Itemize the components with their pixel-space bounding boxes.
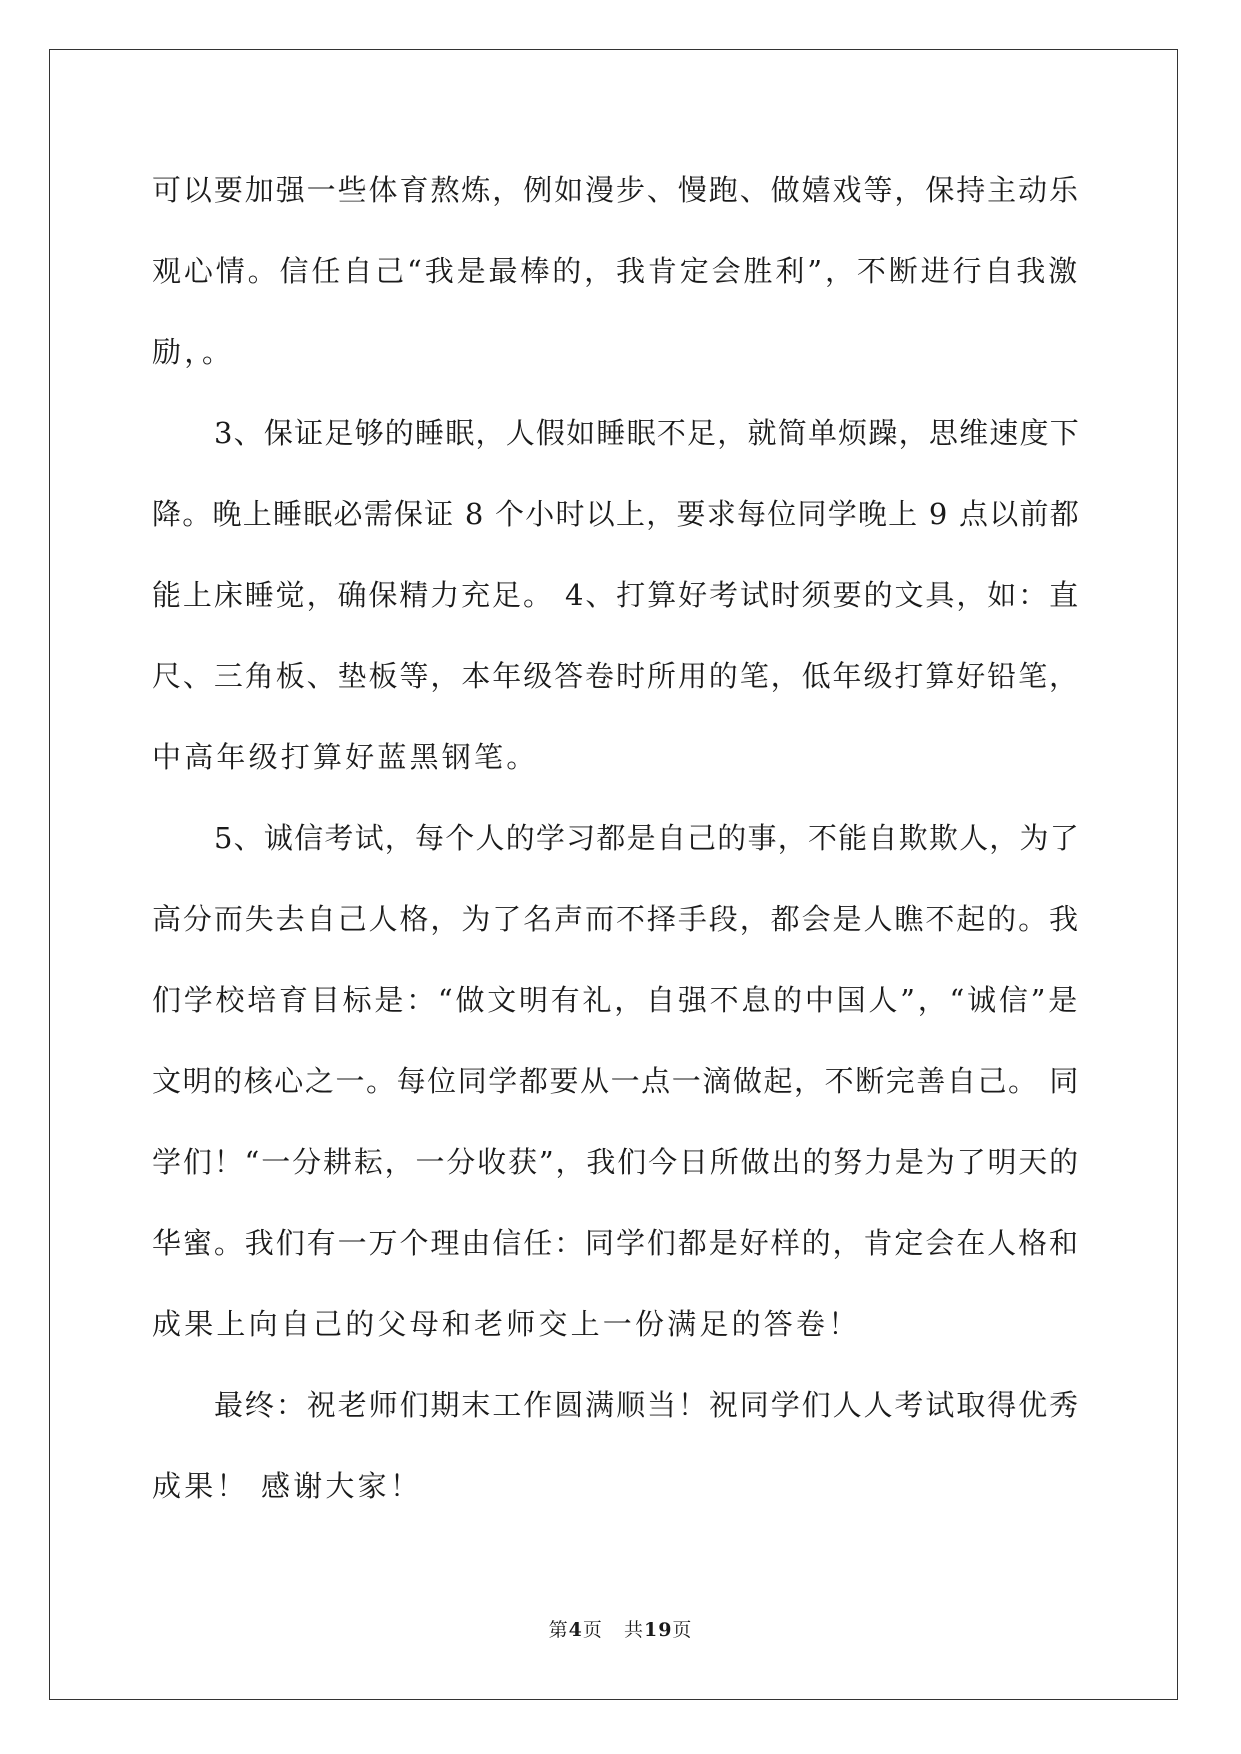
footer-page-number: 4 [568, 1619, 583, 1641]
footer-prefix: 第 [548, 1619, 569, 1641]
text-line: 3、保证足够的睡眠，人假如睡眠不足，就简单烦躁，思维速度下 [214, 416, 1080, 450]
document-body [152, 150, 1080, 1527]
page-footer [0, 1618, 1241, 1642]
text-line: 尺、三角板、垫板等，本年级答卷时所用的笔，低年级打算好铅笔， [152, 659, 1080, 693]
text-line: 成果！ 感谢大家！ [152, 1469, 423, 1503]
text-line: 能上床睡觉，确保精力充足。 4、打算好考试时须要的文具，如：直 [152, 578, 1080, 612]
text-line: 最终：祝老师们期末工作圆满顺当！祝同学们人人考试取得优秀 [214, 1388, 1080, 1422]
text-line: 华蜜。我们有一万个理由信任：同学们都是好样的，肯定会在人格和 [152, 1226, 1080, 1260]
text-line: 们学校培育目标是：“做文明有礼，自强不息的中国人”，“诚信”是 [152, 983, 1080, 1017]
text-line: 观心情。信任自己“我是最棒的，我肯定会胜利”，不断进行自我激 [152, 254, 1080, 288]
text-line: 中高年级打算好蓝黑钢笔。 [152, 740, 539, 774]
text-line: 成果上向自己的父母和老师交上一份满足的答卷！ [152, 1307, 861, 1341]
text-line: 5、诚信考试，每个人的学习都是自己的事，不能自欺欺人，为了 [214, 821, 1080, 855]
footer-total-suffix: 页 [672, 1619, 693, 1641]
footer-total-prefix: 共 [623, 1619, 644, 1641]
text-line: 高分而失去自己人格，为了名声而不择手段，都会是人瞧不起的。我 [152, 902, 1080, 936]
footer-total-pages: 19 [643, 1619, 673, 1641]
footer-page-suffix: 页 [582, 1619, 603, 1641]
text-line: 文明的核心之一。每位同学都要从一点一滴做起，不断完善自己。 同 [152, 1064, 1080, 1098]
text-line: 学们！“一分耕耘，一分收获”，我们今日所做出的努力是为了明天的 [152, 1145, 1080, 1179]
text-line: 降。晚上睡眠必需保证 8 个小时以上，要求每位同学晚上 9 点以前都 [152, 497, 1080, 531]
text-line: 励，。 [152, 335, 235, 369]
text-line: 可以要加强一些体育熬炼，例如漫步、慢跑、做嬉戏等，保持主动乐 [152, 173, 1080, 207]
